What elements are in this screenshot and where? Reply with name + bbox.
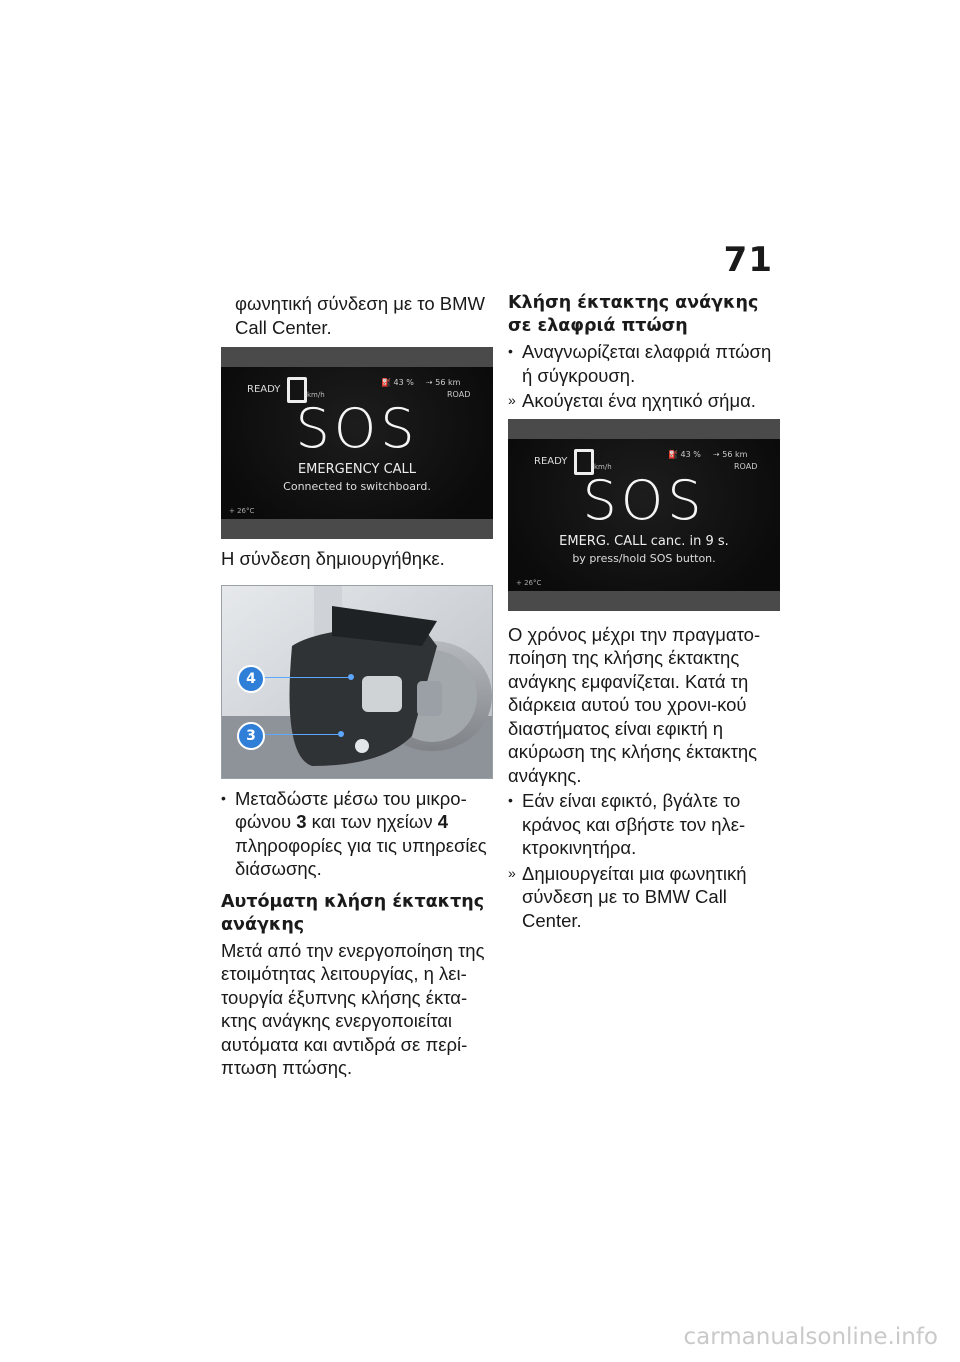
page-number: 71	[723, 240, 773, 280]
speed-unit: km/h	[307, 391, 325, 399]
tft-screen-connected	[221, 347, 493, 539]
emergency-substatus: Connected to switchboard.	[283, 480, 431, 493]
screen-bottom-bar	[508, 591, 780, 611]
callout-4-leader	[252, 677, 348, 679]
tft-screen-countdown	[508, 419, 780, 611]
caption-connected: Η σύνδεση δημιουργήθηκε.	[221, 548, 445, 569]
handlebar-photo	[221, 585, 493, 779]
screen-bottom-bar	[221, 519, 493, 539]
screen-top-bar	[508, 419, 780, 439]
emergency-countdown: EMERG. CALL canc. in 9 s.	[559, 533, 729, 549]
range	[426, 378, 460, 387]
countdown-text: Ο χρόνος μέχρι την πραγματο-ποίηση της κλήσης έκτακτης ανάγκης εμφανίζεται. Κατά τη διάρκεια αυτού του χρονι-κού διαστήματος είναι εφικτή η ακύρωση της κλήσης έκτακτης ανάγκης.	[508, 623, 761, 786]
result-voice-connection	[508, 862, 780, 933]
automatic-call-text: Μετά από την ενεργοποίηση της ετοιμότητας λειτουργίας, η λει-τουργία έξυπνης κλήσης έκτα-κτης ανάγκης ενεργοποιείται αυτόματα και αντιδρά σε περί-πτωση πτώσης.	[221, 939, 485, 1078]
cancel-instruction: by press/hold SOS button.	[572, 551, 716, 565]
speed-unit: km/h	[594, 462, 612, 471]
bullet-fall-text: Αναγνωρίζεται ελαφριά πτώση ή σύγκρουση.	[522, 341, 772, 386]
riding-mode: ROAD	[734, 461, 758, 471]
riding-mode: ROAD	[447, 390, 471, 399]
range	[713, 450, 747, 459]
bullet-marker: •	[221, 789, 226, 806]
heading-automatic-call: Αυτόματη κλήση έκτακτης ανάγκης	[221, 891, 485, 935]
fuel-level	[381, 378, 414, 387]
bullet-marker: •	[508, 343, 513, 359]
callout-3: 3	[237, 722, 265, 750]
heading-light-fall: Κλήση έκτακτης ανάγκης σε ελαφριά πτώση	[508, 293, 759, 336]
sos-title: SOS	[295, 397, 419, 460]
emergency-status: EMERGENCY CALL	[297, 462, 417, 477]
right-column	[508, 292, 780, 934]
ambient-temperature: + 26°C	[516, 578, 542, 587]
ref-3: 3	[296, 811, 307, 832]
result-marker: »	[508, 864, 516, 881]
fuel-icon: ⛽	[381, 378, 391, 387]
result-signal-text: Ακούγεται ένα ηχητικό σήμα.	[522, 390, 756, 411]
intro-text: φωνητική σύνδεση με το BMW Call Center.	[235, 293, 485, 338]
ready-indicator: READY	[247, 384, 281, 395]
result-voice-text: Δημιουργείται μια φωνητική σύνδεση με το BMW Call Center.	[522, 862, 747, 931]
bullet-marker: •	[508, 792, 513, 808]
left-column	[221, 292, 497, 1088]
fuel-level-value: 43 %	[393, 378, 414, 387]
bullet-fall-detected	[508, 340, 780, 387]
bullet-text-c: πληροφορίες για τις υπηρεσίες διάσωσης.	[235, 834, 487, 879]
ready-indicator: READY	[534, 455, 568, 467]
callout-3-point	[338, 731, 344, 737]
bullet-text-b: και των ηχείων	[306, 811, 438, 832]
fuel-level	[668, 450, 701, 459]
result-marker: »	[508, 392, 516, 408]
range-value: 56 km	[722, 449, 748, 459]
callout-4-point	[348, 674, 354, 680]
bullet-microphone	[221, 787, 497, 881]
bullet-helmet-text: Εάν είναι εφικτό, βγάλτε το κράνος και σβήστε τον ηλε-κτροκινητήρα.	[522, 790, 746, 858]
bullet-helmet	[508, 789, 780, 860]
sos-title: SOS	[582, 468, 706, 532]
fuel-level-value: 43 %	[680, 449, 701, 459]
range-icon: ⇢	[713, 449, 720, 459]
bullet-text-a: Μεταδώστε μέσω του μικρο-φώνου	[235, 787, 467, 832]
ambient-temperature: + 26°C	[229, 507, 255, 515]
footer-watermark: carmanualsonline.info	[683, 1324, 938, 1350]
fuel-icon: ⛽	[668, 449, 678, 459]
screen-top-bar	[221, 347, 493, 367]
callout-4: 4	[237, 665, 265, 693]
result-signal	[508, 389, 780, 413]
range-value: 56 km	[435, 378, 461, 387]
ref-4: 4	[437, 811, 449, 832]
range-icon: ⇢	[426, 378, 433, 387]
